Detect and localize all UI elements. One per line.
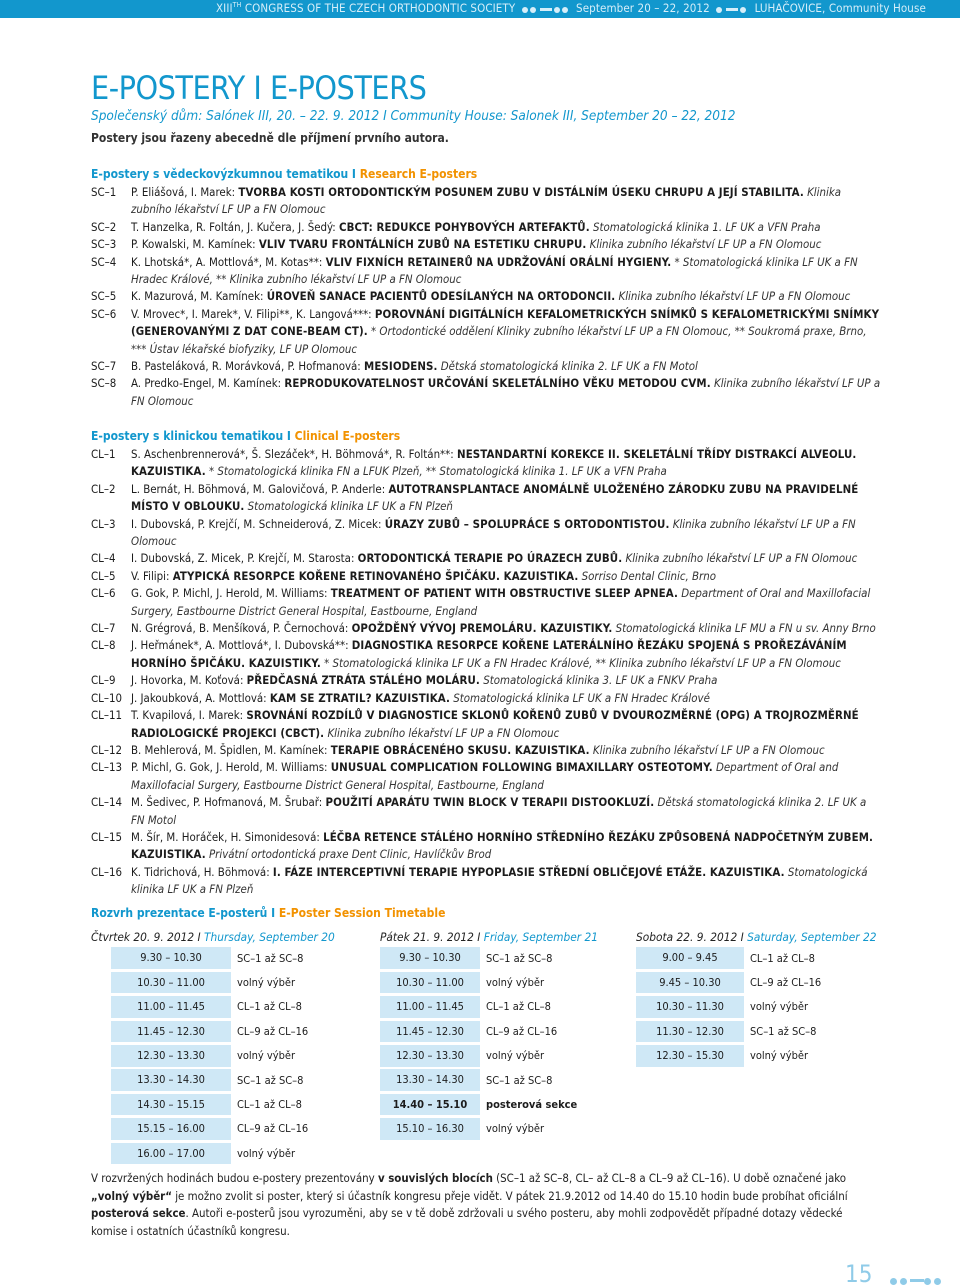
poster-entry (91, 864, 881, 899)
timetable-heading-cz: Rozvrh prezentace E-posterů I (91, 906, 279, 920)
timetable-row (111, 1068, 335, 1092)
time-cell: 15.10 – 16.30 (380, 1118, 480, 1140)
poster-title: TVORBA KOSTI ORTODONTICKÝM POSUNEM ZUBU V DISTÁLNÍM ÚSEKU CHRUPU A JEJÍ STABILITA. (238, 185, 804, 199)
poster-entry (91, 358, 881, 375)
poster-affiliation: Klinika zubního lékařství LF UP a FN Olomouc (131, 376, 881, 408)
time-cell: 13.30 – 14.30 (111, 1069, 231, 1091)
poster-code: CL–1 (91, 447, 116, 461)
timetable-row (111, 1044, 335, 1068)
day-label-en: Saturday, September 22 (747, 930, 877, 944)
time-cell: 15.15 – 16.00 (111, 1118, 231, 1140)
poster-affiliation: Stomatologická klinika LF MU a FN u sv. Anny Brno (612, 621, 876, 636)
slot-cell: CL–1 až CL–8 (486, 1000, 551, 1014)
poster-code: SC–8 (91, 376, 117, 391)
footer-text: V rozvržených hodinách budou e-postery prezentovány (91, 1171, 378, 1185)
poster-authors: G. Gok, P. Michl, J. Herold, M. Williams: (131, 586, 331, 601)
timetable-row (111, 1117, 335, 1141)
slot-cell: CL–1 až CL–8 (237, 1000, 302, 1014)
timetable-row (380, 1044, 598, 1068)
poster-entry (91, 742, 881, 759)
research-heading-en: Research E-posters (359, 167, 478, 181)
poster-authors: J. Jakoubková, A. Mottlová: (131, 690, 270, 705)
poster-code: CL–14 (91, 795, 123, 810)
congress-number: XIII (216, 1, 233, 15)
poster-authors: I. Dubovská, Z. Micek, P. Krejčí, M. Starosta: (131, 551, 358, 566)
slot-cell: CL–1 až CL–8 (750, 951, 815, 965)
timetable-row (111, 946, 335, 970)
poster-authors: P. Kowalski, M. Kamínek: (131, 237, 259, 252)
day-label-cz: Čtvrtek 20. 9. 2012 I (91, 930, 205, 944)
poster-affiliation: Dětská stomatologická klinika 2. LF UK a FN Motol (437, 359, 698, 374)
footer-text: je možno zvolit si poster, který si účastník kongresu přeje vidět. V pátek 21.9.2012 od 14.40 do 15.10 hodin bude probíhat oficiální (171, 1188, 848, 1203)
poster-authors: A. Predko-Engel, M. Kamínek: (131, 376, 285, 391)
poster-affiliation: Department of Oral and Maxillofacial Surgery, Eastbourne District General Hospital, Eastbourne, England (131, 586, 871, 618)
day-label-cz: Sobota 22. 9. 2012 I (636, 930, 748, 944)
poster-authors: B. Mehlerová, M. Špidlen, M. Kamínek: (131, 742, 331, 757)
congress-location: LUHAČOVICE, Community House (754, 1, 926, 15)
slot-cell: volný výběr (486, 1049, 545, 1063)
poster-entry (91, 759, 881, 794)
poster-entry (91, 184, 881, 219)
clinical-heading-cz: E-postery s klinickou tematikou I (91, 429, 295, 443)
poster-title: NESTANDARTNÍ KOREKCE II. SKELETÁLNÍ TŘÍDY DISTRAKCÍ ALVEOLU. KAZUISTIKA. (131, 447, 857, 479)
time-cell: 14.40 – 15.10 (380, 1094, 480, 1116)
poster-affiliation: Department of Oral and Maxillofacial Surgery, Eastbourne District General Hospital, Eastbourne, England (131, 760, 839, 792)
poster-entry (91, 620, 881, 637)
slot-cell: volný výběr (486, 976, 545, 990)
poster-title: OPOŽDĚNÝ VÝVOJ PREMOLÁRU. KAZUISTIKY. (351, 621, 613, 636)
poster-authors: T. Hanzelka, R. Foltán, J. Kučera, J. Šedý: (131, 219, 339, 234)
timetable-row (111, 1019, 335, 1043)
timetable-row (636, 995, 877, 1019)
research-heading (91, 167, 477, 181)
poster-title: KAM SE ZTRATIL? KAZUISTIKA. (269, 690, 450, 705)
poster-code: CL–7 (91, 621, 116, 636)
poster-entry (91, 585, 881, 620)
poster-authors: V. Filipi: (131, 568, 173, 583)
timetable-row (636, 1044, 877, 1068)
timetable-row (380, 1117, 598, 1141)
time-cell: 9.45 – 10.30 (636, 972, 744, 994)
poster-title: VLIV TVARU FRONTÁLNÍCH ZUBŮ NA ESTETIKU CHRUPU. (258, 237, 587, 252)
poster-title: I. FÁZE INTERCEPTIVNÍ TERAPIE HYPOPLASIE STŘEDNÍ OBLIČEJOVÉ ETÁŽE. KAZUISTIKA. (272, 864, 785, 879)
poster-entry (91, 672, 881, 689)
timetable-row (111, 995, 335, 1019)
poster-affiliation: * Stomatologická klinika LF UK a FN Hradec Králové, ** Klinika zubního lékařství LF UP a FN Olomouc (320, 655, 841, 670)
day-rows (111, 946, 335, 1166)
poster-affiliation: Dětská stomatologická klinika 2. LF UK a FN Motol (131, 795, 867, 827)
poster-title: LÉČBA RETENCE STÁLÉHO HORNÍHO STŘEDNÍHO ŘEZÁKU ZPŮSOBENÁ NADPOČETNÝM ZUBEM. KAZUISTIKA. (131, 829, 873, 862)
poster-affiliation: * Stomatologická klinika LF UK a FN Hradec Králové, ** Klinika zubního lékařství LF UP a FN Olomouc (131, 254, 858, 287)
poster-code: SC–4 (91, 254, 117, 269)
poster-authors: L. Bernát, H. Böhmová, M. Galovičová, P. Anderle: (131, 481, 389, 496)
poster-code: CL–4 (91, 551, 116, 566)
poster-entry (91, 375, 881, 410)
time-cell: 9.00 – 9.45 (636, 947, 744, 969)
poster-entry (91, 306, 881, 358)
poster-title: CBCT: REDUKCE POHYBOVÝCH ARTEFAKTŮ. (338, 219, 590, 234)
poster-entry (91, 254, 881, 289)
poster-authors: N. Grégrová, B. Menšíková, P. Černochová: (131, 621, 352, 636)
poster-entry (91, 794, 881, 829)
day-rows (636, 946, 877, 1068)
footer-text: . Autoři e-posterů jsou vyrozuměni, aby se v tě době zdržovali u svého posteru, aby mohli zodpovědět případné dotazy vědecké komise i ostatních účastníků kongresu. (91, 1206, 843, 1238)
poster-entry (91, 550, 881, 567)
time-cell: 16.00 – 17.00 (111, 1143, 231, 1165)
time-cell: 11.30 – 12.30 (636, 1021, 744, 1043)
time-cell: 10.30 – 11.30 (636, 996, 744, 1018)
poster-code: CL–12 (91, 742, 123, 757)
slot-cell: CL–9 až CL–16 (237, 1024, 309, 1038)
poster-affiliation: Privátní ortodontická praxe Dent Clinic, Havlíčkův Brod (205, 847, 492, 862)
poster-authors: K. Mazurová, M. Kamínek: (131, 289, 267, 304)
header-text (216, 1, 926, 16)
poster-entry (91, 446, 881, 481)
timetable-row (111, 970, 335, 994)
poster-affiliation: * Ortodontické oddělení Kliniky zubního lékařství LF UP a FN Olomouc, ** Soukromá praxe, Brno, *** Ústav lékařské biofyziky, LF UP Olomouc (131, 324, 867, 356)
day-rows (380, 946, 598, 1141)
poster-code: CL–8 (91, 638, 116, 653)
timetable-row (636, 1019, 877, 1043)
poster-authors: M. Šír, M. Horáček, H. Simonidesová: (131, 829, 324, 844)
time-cell: 13.30 – 14.30 (380, 1069, 480, 1091)
poster-authors: P. Michl, G. Gok, J. Herold, M. Williams: (131, 760, 331, 775)
time-cell: 11.45 – 12.30 (380, 1021, 480, 1043)
timetable-row (380, 970, 598, 994)
poster-code: SC–3 (91, 237, 117, 252)
poster-affiliation: Klinika zubního lékařství LF UP a FN Olomouc (131, 516, 856, 549)
day-saturday (636, 930, 877, 1068)
poster-title: ÚROVEŇ SANACE PACIENTŮ ODESÍLANÝCH NA ORTODONCII. (266, 289, 616, 304)
page-number: 15 (845, 1260, 873, 1285)
page-title: E-POSTERY I E-POSTERS (91, 69, 427, 107)
congress-dates: September 20 – 22, 2012 (576, 1, 710, 15)
time-cell: 12.30 – 13.30 (111, 1045, 231, 1067)
poster-title: POUŽITÍ APARÁTU TWIN BLOCK V TERAPII DISTOOKLUZÍ. (325, 795, 655, 810)
slot-cell: SC–1 až SC–8 (750, 1024, 817, 1038)
poster-authors: K. Lhotská*, A. Mottlová*, M. Kotas**: (131, 254, 326, 269)
time-cell: 10.30 – 11.00 (380, 972, 480, 994)
poster-affiliation: Klinika zubního lékařství LF UP a FN Olomouc (586, 237, 822, 252)
poster-affiliation: Klinika zubního lékařství LF UP a FN Olomouc (131, 185, 842, 217)
poster-code: SC–1 (91, 185, 117, 199)
poster-title: ORTODONTICKÁ TERAPIE PO ÚRAZECH ZUBŮ. (357, 551, 623, 566)
poster-code: CL–11 (91, 708, 123, 723)
poster-code: CL–3 (91, 516, 116, 531)
poster-affiliation: Stomatologická klinika 1. LF UK a VFN Praha (589, 219, 821, 234)
poster-entry (91, 829, 881, 864)
poster-entry (91, 219, 881, 236)
time-cell: 11.00 – 11.45 (380, 996, 480, 1018)
timetable-row (111, 1092, 335, 1116)
poster-code: SC–5 (91, 289, 117, 304)
poster-title: MESIODENS. (364, 359, 438, 374)
poster-entry (91, 637, 881, 672)
clinical-heading-en: Clinical E-posters (294, 429, 401, 443)
poster-title: REPRODUKOVATELNOST URČOVÁNÍ SKELETÁLNÍHO VĚKU METODOU CVM. (284, 376, 711, 391)
slot-cell: volný výběr (237, 1146, 296, 1160)
day-heading (380, 930, 598, 946)
time-cell: 12.30 – 13.30 (380, 1045, 480, 1067)
poster-code: CL–10 (91, 690, 123, 705)
day-label-en: Friday, September 21 (483, 930, 599, 944)
poster-title: TERAPIE OBRÁCENÉHO SKUSU. KAZUISTIKA. (330, 742, 590, 757)
timetable-row (380, 1019, 598, 1043)
slot-cell: CL–9 až CL–16 (486, 1024, 558, 1038)
congress-suffix: TH (232, 1, 242, 10)
poster-title: SROVNÁNÍ ROZDÍLŮ V DIAGNOSTICE SKLONŮ KOŘENŮ ZUBŮ V DVOUROZMĚRNÉ (OPG) A TROJROZMĚRNÉ RADIOLOGICKÉ PROJEKCI (CBCT). (131, 708, 859, 740)
day-friday (380, 930, 598, 1141)
poster-title: TREATMENT OF PATIENT WITH OBSTRUCTIVE SLEEP APNEA. (330, 586, 678, 601)
timetable-row (380, 1068, 598, 1092)
poster-authors: T. Kvapilová, I. Marek: (131, 708, 247, 723)
slot-cell: volný výběr (237, 1049, 296, 1063)
poster-entry (91, 690, 881, 707)
poster-entry (91, 481, 881, 516)
poster-title: ATYPICKÁ RESORPCE KOŘENE RETINOVANÉHO ŠPIČÁKU. KAZUISTIKA. (172, 568, 579, 583)
poster-title: VLIV FIXNÍCH RETAINERŮ NA UDRŽOVÁNÍ ORÁLNÍ HYGIENY. (325, 254, 672, 269)
day-thursday (91, 930, 335, 1166)
slot-cell: CL–9 až CL–16 (750, 976, 822, 990)
poster-code: CL–2 (91, 481, 116, 496)
time-cell: 12.30 – 15.30 (636, 1045, 744, 1067)
poster-affiliation: Klinika zubního lékařství LF UP a FN Olomouc (615, 289, 851, 304)
poster-code: CL–6 (91, 586, 116, 601)
slot-cell: CL–1 až CL–8 (237, 1098, 302, 1112)
venue-line: Společenský dům: Salónek III, 20. – 22. 9. 2012 I Community House: Salonek III, September 20 – 22, 2012 (91, 108, 736, 124)
clinical-heading (91, 429, 400, 443)
poster-authors: B. Pasteláková, R. Morávková, P. Hofmanová: (131, 359, 365, 374)
poster-title: UNUSUAL COMPLICATION FOLLOWING BIMAXILLARY OSTEOTOMY. (330, 760, 713, 775)
time-cell: 11.45 – 12.30 (111, 1021, 231, 1043)
poster-title: ÚRAZY ZUBŮ – SPOLUPRÁCE S ORTODONTISTOU. (384, 516, 670, 531)
slot-cell: SC–1 až SC–8 (486, 951, 553, 965)
time-cell: 11.00 – 11.45 (111, 996, 231, 1018)
time-cell: 9.30 – 10.30 (111, 947, 231, 969)
poster-title: AUTOTRANSPLANTACE ANOMÁLNĚ ULOŽENÉHO ZÁRODKU ZUBU NA PRAVIDELNÉ MÍSTO V OBLOUKU. (131, 481, 859, 514)
slot-cell: posterová sekce (486, 1098, 578, 1112)
day-label-en: Thursday, September 20 (204, 930, 335, 944)
poster-code: CL–5 (91, 568, 116, 583)
poster-code: CL–15 (91, 829, 123, 844)
footer-bold: posterová sekce (91, 1206, 186, 1221)
slot-cell: volný výběr (750, 1049, 809, 1063)
dots-decoration-icon (890, 1270, 944, 1285)
clinical-list (91, 446, 881, 899)
poster-authors: I. Dubovská, P. Krejčí, M. Schneiderová, Z. Micek: (131, 516, 385, 531)
slot-cell: SC–1 až SC–8 (237, 1073, 304, 1087)
poster-code: SC–7 (91, 359, 117, 374)
poster-code: SC–6 (91, 306, 117, 321)
timetable-heading-en: E-Poster Session Timetable (278, 906, 446, 920)
day-label-cz: Pátek 21. 9. 2012 I (380, 930, 484, 944)
slot-cell: CL–9 až CL–16 (237, 1122, 309, 1136)
dots-decoration-icon (716, 2, 748, 16)
timetable-row (636, 970, 877, 994)
poster-authors: J. Heřmánek*, A. Mottlová*, I. Dubovská**: (131, 638, 352, 653)
poster-title: POROVNÁNÍ DIGITÁLNÍCH KEFALOMETRICKÝCH SNÍMKŮ S KEFALOMETRICKÝMI SNÍMKY (GENEROVANÝMI Z DAT CONE-BEAM CT). (131, 306, 880, 339)
day-heading (636, 930, 877, 946)
footer-bold: „volný výběr“ (91, 1188, 172, 1203)
header-bar (0, 0, 960, 18)
poster-affiliation: Klinika zubního lékařství LF UP a FN Olomouc (589, 742, 825, 757)
poster-authors: V. Mrovec*, I. Marek*, V. Filipi**, K. Langová***: (131, 306, 375, 321)
poster-affiliation: Klinika zubního lékařství LF UP a FN Olomouc (324, 725, 560, 740)
poster-entry (91, 707, 881, 742)
footer-bold: v souvislých blocích (377, 1171, 493, 1185)
time-cell: 9.30 – 10.30 (380, 947, 480, 969)
poster-affiliation: Stomatologická klinika 3. LF UK a FNKV Praha (479, 673, 718, 688)
poster-authors: K. Tidrichová, H. Böhmová: (131, 864, 273, 879)
research-heading-cz: E-postery s vědeckovýzkumnou tematikou I (91, 167, 360, 181)
poster-authors: S. Aschenbrennerová*, Š. Slezáček*, H. Böhmová*, R. Foltán**: (131, 447, 458, 461)
poster-affiliation: Stomatologická klinika LF UK a FN Plzeň (244, 499, 453, 514)
time-cell: 10.30 – 11.00 (111, 972, 231, 994)
dots-decoration-icon (522, 2, 570, 16)
poster-entry (91, 236, 881, 253)
slot-cell: SC–1 až SC–8 (237, 951, 304, 965)
poster-code: CL–13 (91, 760, 123, 775)
slot-cell: volný výběr (486, 1122, 545, 1136)
poster-authors: J. Hovorka, M. Koťová: (131, 673, 247, 688)
slot-cell: volný výběr (237, 976, 296, 990)
day-heading (91, 930, 335, 946)
footer-note (91, 1170, 871, 1240)
poster-affiliation: Klinika zubního lékařství LF UP a FN Olomouc (622, 551, 858, 566)
timetable-row (111, 1141, 335, 1165)
poster-affiliation: Stomatologická klinika LF UK a FN Hradec Králové (450, 690, 710, 705)
poster-affiliation: Stomatologická klinika LF UK a FN Plzeň (131, 864, 868, 897)
timetable-row (636, 946, 877, 970)
timetable-row (380, 995, 598, 1019)
poster-authors: M. Šedivec, P. Hofmanová, M. Šrubař: (131, 795, 326, 810)
order-note: Postery jsou řazeny abecedně dle příjmení prvního autora. (91, 131, 449, 145)
footer-text: (SC–1 až SC–8, CL– až CL–8 a CL–9 až CL–16). U době označené jako (492, 1171, 847, 1185)
timetable-heading (91, 906, 445, 920)
poster-entry (91, 516, 881, 551)
poster-code: CL–9 (91, 673, 116, 688)
poster-entry (91, 568, 881, 585)
poster-affiliation: Sorriso Dental Clinic, Brno (578, 568, 716, 583)
poster-authors: P. Eliášová, I. Marek: (131, 185, 239, 199)
research-list (91, 184, 881, 410)
time-cell: 14.30 – 15.15 (111, 1094, 231, 1116)
poster-code: SC–2 (91, 219, 117, 234)
poster-code: CL–16 (91, 864, 123, 879)
slot-cell: volný výběr (750, 1000, 809, 1014)
timetable-row (380, 1092, 598, 1116)
poster-title: DIAGNOSTIKA RESORPCE KOŘENE LATERÁLNÍHO ŘEZÁKU SPOJENÁ S PROŘEZÁVÁNÍM HORNÍHO ŠPIČÁKU. KAZUISTIKY. (131, 638, 847, 670)
poster-affiliation: * Stomatologická klinika FN a LFUK Plzeň, ** Stomatologická klinika 1. LF UK a VFN Praha (205, 464, 667, 479)
slot-cell: SC–1 až SC–8 (486, 1073, 553, 1087)
poster-entry (91, 288, 881, 305)
timetable-row (380, 946, 598, 970)
congress-name: CONGRESS OF THE CZECH ORTHODONTIC SOCIETY (244, 1, 516, 15)
poster-title: PŘEDČASNÁ ZTRÁTA STÁLÉHO MOLÁRU. (246, 673, 480, 688)
